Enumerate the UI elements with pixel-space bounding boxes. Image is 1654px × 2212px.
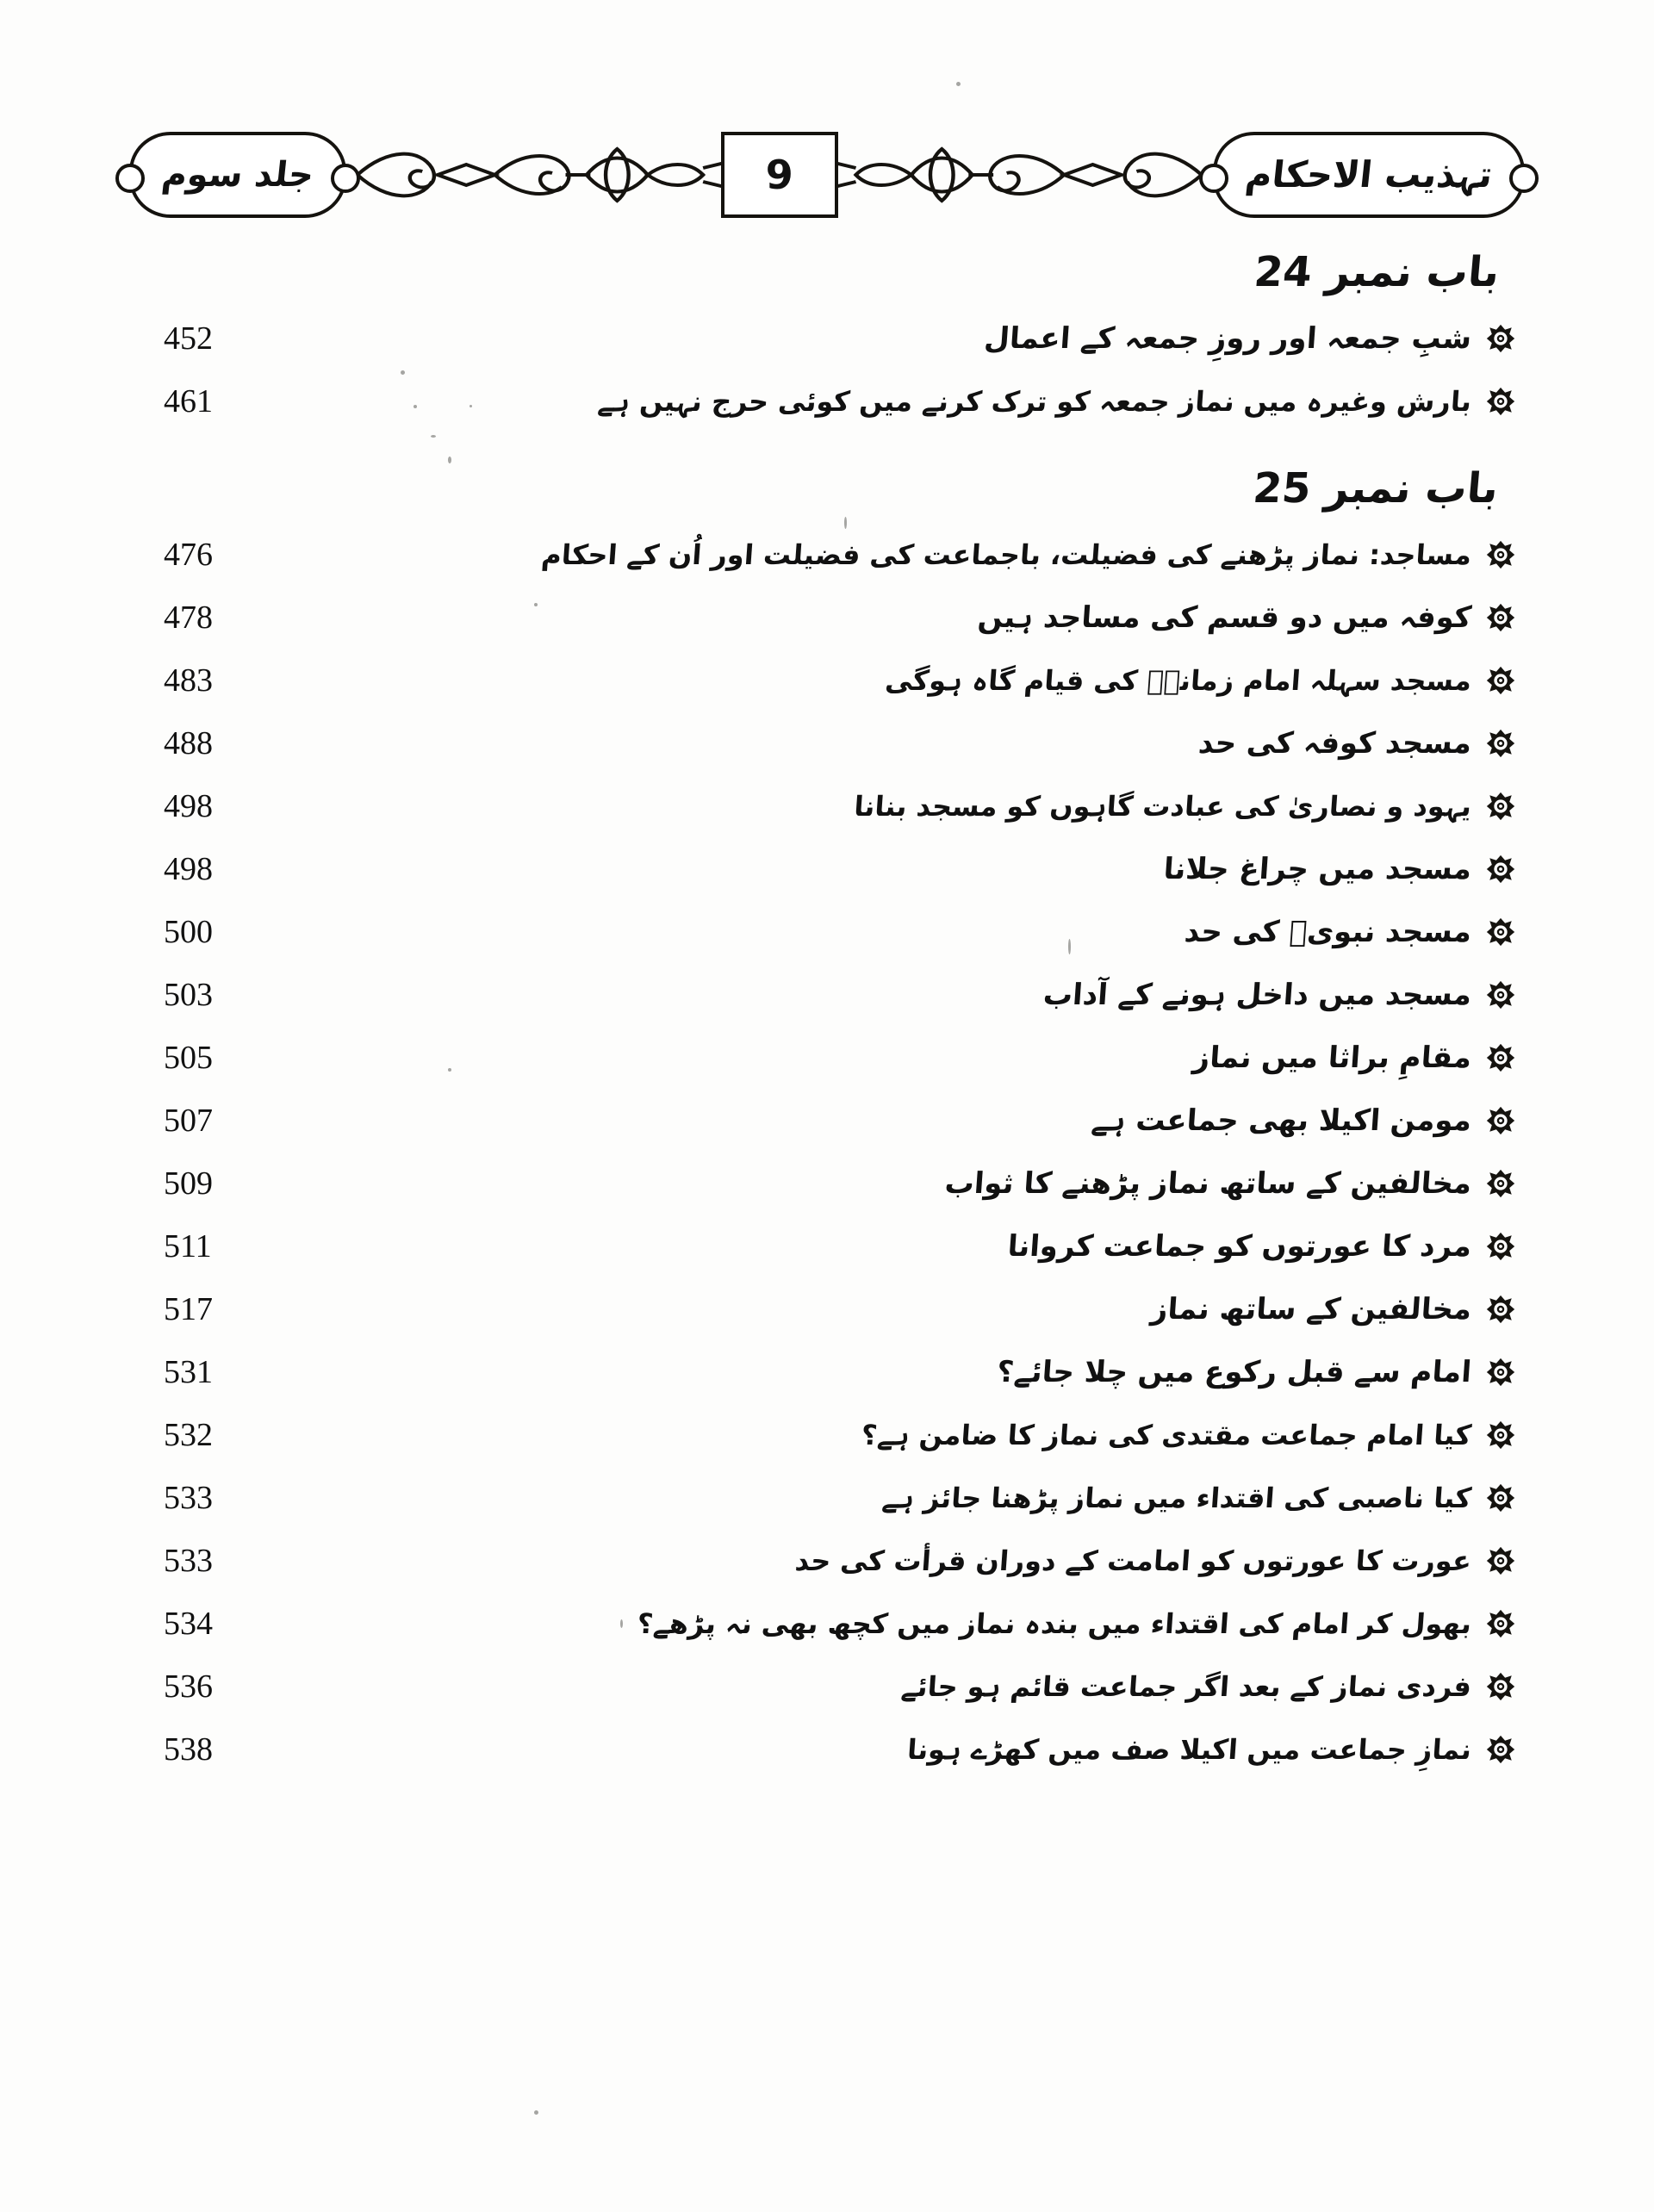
scan-speck <box>1068 939 1071 954</box>
toc-entry[interactable] <box>129 1467 1525 1530</box>
rub-el-hizb-icon <box>1477 387 1525 416</box>
toc-entry-page: 538 <box>164 1731 213 1768</box>
toc-entry-title: مومن اکیلا بھی جماعت ہے <box>1090 1103 1473 1138</box>
toc-entry-title: بارش وغیرہ میں نماز جمعہ کو ترک کرنے میں کوئی حرج نہیں ہے <box>596 384 1473 418</box>
toc-entry-page: 511 <box>164 1228 212 1265</box>
volume-label: جلد سوم <box>159 155 316 195</box>
rub-el-hizb-icon <box>1477 1295 1525 1324</box>
toc-entry[interactable] <box>129 1341 1525 1404</box>
scan-speck <box>534 2110 538 2115</box>
toc-entry[interactable] <box>129 901 1525 964</box>
scan-speck <box>469 405 472 407</box>
toc-entry[interactable] <box>129 649 1525 712</box>
toc-entry-list <box>129 524 1525 1781</box>
toc-entry-page: 532 <box>164 1417 213 1454</box>
toc-entry[interactable] <box>129 308 1525 370</box>
scan-speck <box>956 82 961 86</box>
rub-el-hizb-icon <box>1477 729 1525 758</box>
rub-el-hizb-icon <box>1477 666 1525 695</box>
toc-entry-page: 534 <box>164 1606 213 1643</box>
toc-entry[interactable] <box>129 1404 1525 1467</box>
toc-entry[interactable] <box>129 1090 1525 1153</box>
toc-entry-title: مساجد: نماز پڑھنے کی فضیلت، باجماعت کی فضیلت اور اُن کے احکام <box>540 537 1473 571</box>
toc-entry[interactable] <box>129 587 1525 649</box>
scan-speck <box>448 1068 451 1072</box>
toc-entry-title: امام سے قبل رکوع میں چلا جائے؟ <box>995 1354 1473 1389</box>
toc-entry-title: مسجد میں چراغ جلانا <box>1162 851 1473 886</box>
toc-entry[interactable] <box>129 1656 1525 1718</box>
toc-entry-title: نمازِ جماعت میں اکیلا صف میں کھڑے ہونا <box>905 1732 1473 1766</box>
toc-entry-title: مرد کا عورتوں کو جماعت کروانا <box>1006 1228 1473 1264</box>
toc-entry-title: یہود و نصاریٰ کی عبادت گاہوں کو مسجد بنانا <box>853 789 1473 823</box>
toc-entry-title: عورت کا عورتوں کو امامت کے دوران قرأت کی حد <box>793 1544 1473 1577</box>
toc-entry-page: 498 <box>164 788 213 825</box>
toc-entry-title: مسجد نبویؐ کی حد <box>1183 914 1473 949</box>
toc-entry-title: مقامِ براثا میں نماز <box>1191 1040 1473 1075</box>
rub-el-hizb-icon <box>1477 603 1525 632</box>
toc-entry[interactable] <box>129 775 1525 838</box>
toc-entry-title: شبِ جمعہ اور روزِ جمعہ کے اعمال <box>983 320 1473 356</box>
header-ornament <box>350 132 1209 218</box>
toc-entry-page: 476 <box>164 537 213 574</box>
volume-cartouche <box>129 132 346 218</box>
toc-entry-page: 503 <box>164 977 213 1014</box>
rub-el-hizb-icon <box>1477 1609 1525 1638</box>
scan-speck <box>431 435 436 438</box>
book-title: تہذیب الاحکام <box>1243 153 1495 196</box>
rub-el-hizb-icon <box>1477 324 1525 353</box>
toc-entry[interactable] <box>129 964 1525 1027</box>
chapter-heading-label: باب نمبر <box>1324 248 1502 296</box>
toc-entry[interactable] <box>129 1718 1525 1781</box>
rub-el-hizb-icon <box>1477 1043 1525 1072</box>
toc-entry-title: فردی نماز کے بعد اگر جماعت قائم ہو جائے <box>899 1669 1473 1703</box>
rub-el-hizb-icon <box>1477 1106 1525 1135</box>
toc-entry[interactable] <box>129 1278 1525 1341</box>
chapter-heading-number: 24 <box>1252 248 1315 296</box>
toc-entry[interactable] <box>129 838 1525 901</box>
toc-entry-page: 498 <box>164 851 213 888</box>
scan-speck <box>534 603 538 606</box>
toc-entry-title: مخالفین کے ساتھ نماز پڑھنے کا ثواب <box>943 1165 1473 1201</box>
rub-el-hizb-icon <box>1477 792 1525 821</box>
toc-entry-title: مخالفین کے ساتھ نماز <box>1149 1291 1473 1327</box>
page-header <box>129 127 1525 222</box>
rub-el-hizb-icon <box>1477 917 1525 947</box>
toc-entry-page: 488 <box>164 725 213 762</box>
rub-el-hizb-icon <box>1477 540 1525 569</box>
chapter-heading-25 <box>125 433 1528 524</box>
rub-el-hizb-icon <box>1477 1232 1525 1261</box>
page-number-box <box>721 132 838 218</box>
rub-el-hizb-icon <box>1477 1483 1525 1513</box>
chapter-heading-24 <box>127 241 1528 308</box>
toc-entry[interactable] <box>129 1215 1525 1278</box>
toc-entry[interactable] <box>129 1530 1525 1593</box>
scan-speck <box>414 405 417 408</box>
toc-entry[interactable] <box>129 1593 1525 1656</box>
rub-el-hizb-icon <box>1477 1546 1525 1575</box>
toc-entry-title: مسجد میں داخل ہونے کے آداب <box>1042 977 1473 1012</box>
rub-el-hizb-icon <box>1477 1420 1525 1450</box>
table-of-contents <box>129 241 1525 1781</box>
toc-entry-page: 505 <box>164 1040 213 1077</box>
chapter-heading-number: 25 <box>1251 463 1314 513</box>
toc-entry-page: 517 <box>164 1291 213 1328</box>
toc-entry-title: کوفہ میں دو قسم کی مساجد ہیں <box>976 600 1473 635</box>
page-number: 9 <box>765 152 793 198</box>
scan-speck <box>401 370 405 375</box>
toc-entry-page: 452 <box>164 320 213 357</box>
scan-speck <box>844 517 847 529</box>
book-title-cartouche <box>1213 132 1525 218</box>
toc-entry-page: 509 <box>164 1165 213 1202</box>
toc-entry-page: 507 <box>164 1103 213 1140</box>
rub-el-hizb-icon <box>1477 1672 1525 1701</box>
toc-entry[interactable] <box>129 712 1525 775</box>
toc-entry[interactable] <box>129 1027 1525 1090</box>
toc-entry-page: 533 <box>164 1480 213 1517</box>
rub-el-hizb-icon <box>1477 1735 1525 1764</box>
rub-el-hizb-icon <box>1477 980 1525 1010</box>
toc-entry-title: بھول کر امام کی اقتداء میں بندہ نماز میں کچھ بھی نہ پڑھے؟ <box>636 1606 1473 1640</box>
toc-entry-page: 478 <box>164 600 213 637</box>
toc-entry-title: کیا امام جماعت مقتدی کی نماز کا ضامن ہے؟ <box>860 1418 1473 1451</box>
toc-entry[interactable] <box>129 370 1525 433</box>
rub-el-hizb-icon <box>1477 1358 1525 1387</box>
toc-entry[interactable] <box>129 1153 1525 1215</box>
toc-entry-page: 461 <box>164 383 213 420</box>
chapter-heading-label: باب نمبر <box>1322 463 1501 513</box>
toc-entry-title: کیا ناصبی کی اقتداء میں نماز پڑھنا جائز ہے <box>880 1481 1473 1514</box>
toc-entry-page: 533 <box>164 1543 213 1580</box>
toc-entry-page: 500 <box>164 914 213 951</box>
toc-entry[interactable] <box>129 524 1525 587</box>
toc-entry-page: 536 <box>164 1668 213 1706</box>
toc-entry-page: 531 <box>164 1354 213 1391</box>
scan-speck <box>448 457 451 463</box>
scan-speck <box>620 1619 623 1628</box>
rub-el-hizb-icon <box>1477 1169 1525 1198</box>
toc-entry-page: 483 <box>164 662 213 699</box>
rub-el-hizb-icon <box>1477 854 1525 884</box>
toc-entry-title: مسجد سہلہ امام زمانہؑ کی قیام گاہ ہوگی <box>884 663 1473 697</box>
toc-entry-title: مسجد کوفہ کی حد <box>1197 725 1473 761</box>
